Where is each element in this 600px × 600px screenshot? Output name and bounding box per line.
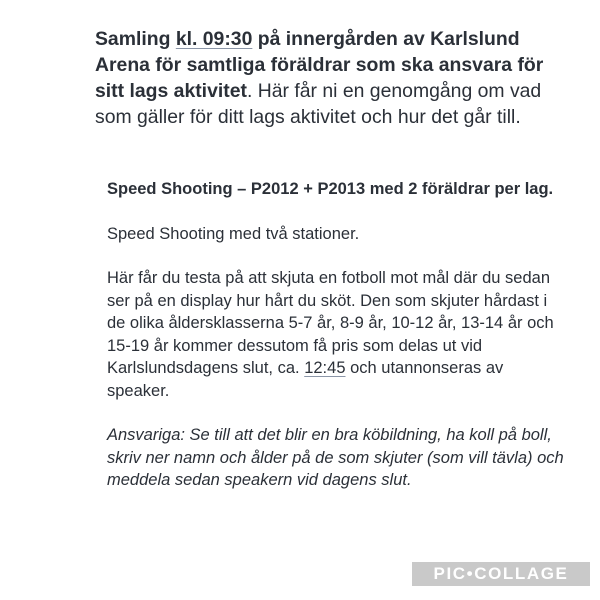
section-heading: Speed Shooting – P2012 + P2013 med 2 föräldrar per lag. xyxy=(107,180,554,198)
section-body-time: 12:45 xyxy=(304,359,346,377)
section-body-text: Här får du testa på att skjuta en fotboll mot mål där du sedan ser på en display hur hårt du sköt. Den som skjuter hårdast i de olika åldersklasserna 5-7 år, 8-9 år, 10-12 år, 13-14 år och 15-19 år kommer dessutom få pris som delas ut vid Karlslundsdagens slut, ca. xyxy=(107,269,554,377)
section-subtitle: Speed Shooting med två stationer. xyxy=(107,224,360,243)
pic-collage-watermark: PIC•COLLAGE xyxy=(412,562,590,586)
speed-shooting-section xyxy=(107,178,567,514)
intro-normal-text: . Här får ni en genomgång om vad som gäller för ditt lags aktivitet och hur det går till. xyxy=(95,80,542,128)
intro-bold-start: Samling xyxy=(95,28,176,50)
intro-time: kl. 09:30 xyxy=(175,28,253,50)
intro-paragraph xyxy=(95,26,575,130)
section-body-text-end: och utannonseras av speaker. xyxy=(107,359,504,400)
intro-bold-end: på innergården av Karlslund Arena för samtliga föräldrar som ska ansvara för sitt lags aktivitet xyxy=(95,28,544,102)
responsible-note: Ansvariga: Se till att det blir en bra köbildning, ha koll på boll, skriv ner namn och ålder på de som skjuter (som vill tävla) och meddela sedan speakern vid dagens slut. xyxy=(107,426,564,489)
section-body xyxy=(107,267,567,402)
